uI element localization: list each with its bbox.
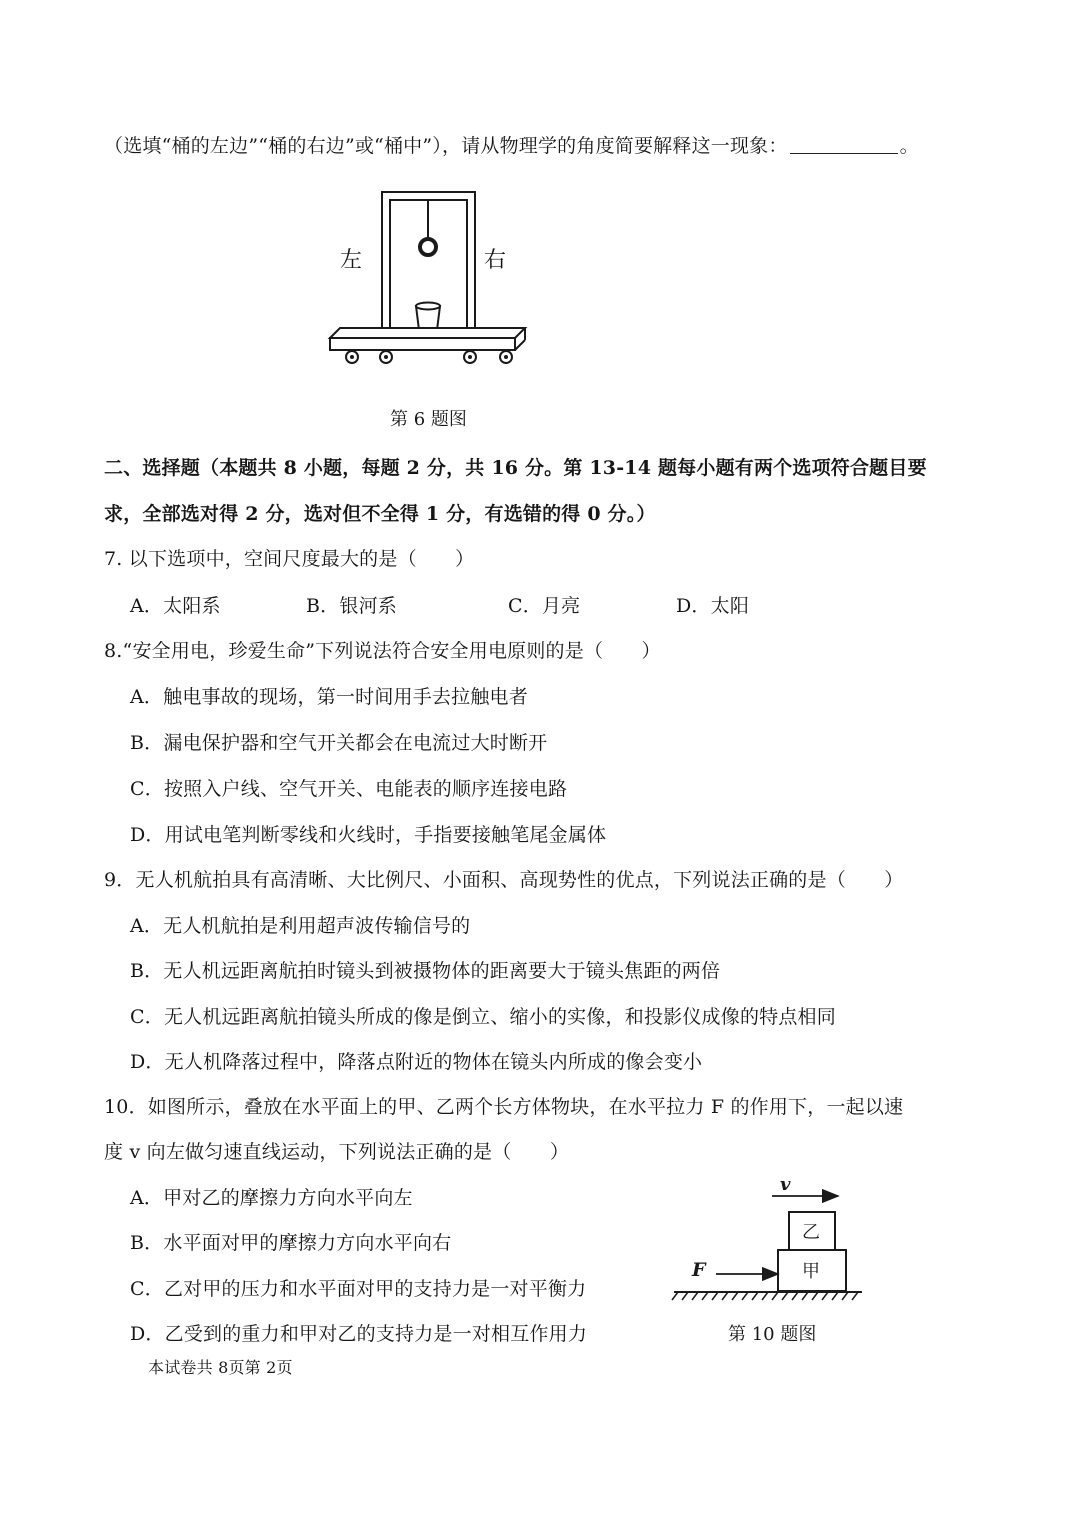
q9-option-c: C．无人机远距离航拍镜头所成的像是倒立、缩小的实像，和投影仪成像的特点相同 [130,1006,836,1028]
figure-10 [668,1172,868,1312]
q9-option-b: B．无人机远距离航拍时镜头到被摄物体的距离要大于镜头焦距的两倍 [130,960,721,982]
stacked-blocks-diagram [668,1172,868,1312]
page-footer: 本试卷共 8页第 2页 [148,1358,293,1377]
q8-option-a: A．触电事故的现场，第一时间用手去拉触电者 [130,686,528,708]
answer-blank [790,153,898,154]
q7-option-b: B．银河系 [306,595,397,617]
q9-stem: 9．无人机航拍具有高清晰、大比例尺、小面积、高现势性的优点，下列说法正确的是（ ） [104,869,904,891]
pendulum-cart-diagram [320,186,540,376]
block-yi-label: 乙 [802,1222,820,1243]
q8-option-d: D．用试电笔判断零线和火线时，手指要接触笔尾金属体 [130,824,607,846]
figure-6-left-label: 左 [340,248,363,273]
section2-heading-line1: 二、选择题（本题共 8 小题，每题 2 分，共 16 分。第 13-14 题每小题有两个选项符合题目要 [104,457,927,479]
q9-option-a: A．无人机航拍是利用超声波传输信号的 [130,915,471,937]
q10-option-d: D．乙受到的重力和甲对乙的支持力是一对相互作用力 [130,1323,588,1345]
q6-suffix-text: 。 [899,135,919,157]
figure-6 [320,186,540,376]
q10-option-b: B．水平面对甲的摩擦力方向水平向右 [130,1232,452,1254]
q6-answer-line [104,134,919,158]
block-jia-label: 甲 [802,1261,820,1282]
q8-option-b: B．漏电保护器和空气开关都会在电流过大时断开 [130,732,548,754]
force-label: F [692,1259,706,1281]
figure-6-right-label: 右 [484,248,507,273]
q7-option-c: C．月亮 [508,595,581,617]
q10-option-a: A．甲对乙的摩擦力方向水平向左 [130,1187,413,1209]
figure-10-caption: 第 10 题图 [728,1324,817,1345]
q9-option-d: D．无人机降落过程中，降落点附近的物体在镜头内所成的像会变小 [130,1051,703,1073]
q8-stem: 8.“安全用电，珍爱生命”下列说法符合安全用电原则的是（ ） [104,640,661,662]
q8-option-c: C．按照入户线、空气开关、电能表的顺序连接电路 [130,778,568,800]
figure-6-caption: 第 6 题图 [390,409,467,430]
q7-option-d: D．太阳 [676,595,750,617]
q10-option-c: C．乙对甲的压力和水平面对甲的支持力是一对平衡力 [130,1278,587,1300]
section2-heading-line2: 求，全部选对得 2 分，选对但不全得 1 分，有选错的得 0 分。） [104,503,656,525]
q6-prefix-text: （选填“桶的左边”“桶的右边”或“桶中”），请从物理学的角度简要解释这一现象： [104,135,788,157]
q10-stem-line1: 10．如图所示，叠放在水平面上的甲、乙两个长方体物块，在水平拉力 F 的作用下，一起以速 [104,1096,904,1118]
q7-option-a: A．太阳系 [130,595,221,617]
q7-stem: 7. 以下选项中，空间尺度最大的是（ ） [104,548,475,570]
velocity-label: v [780,1174,791,1195]
q10-stem-line2: 度 v 向左做匀速直线运动，下列说法正确的是（ ） [104,1141,570,1163]
